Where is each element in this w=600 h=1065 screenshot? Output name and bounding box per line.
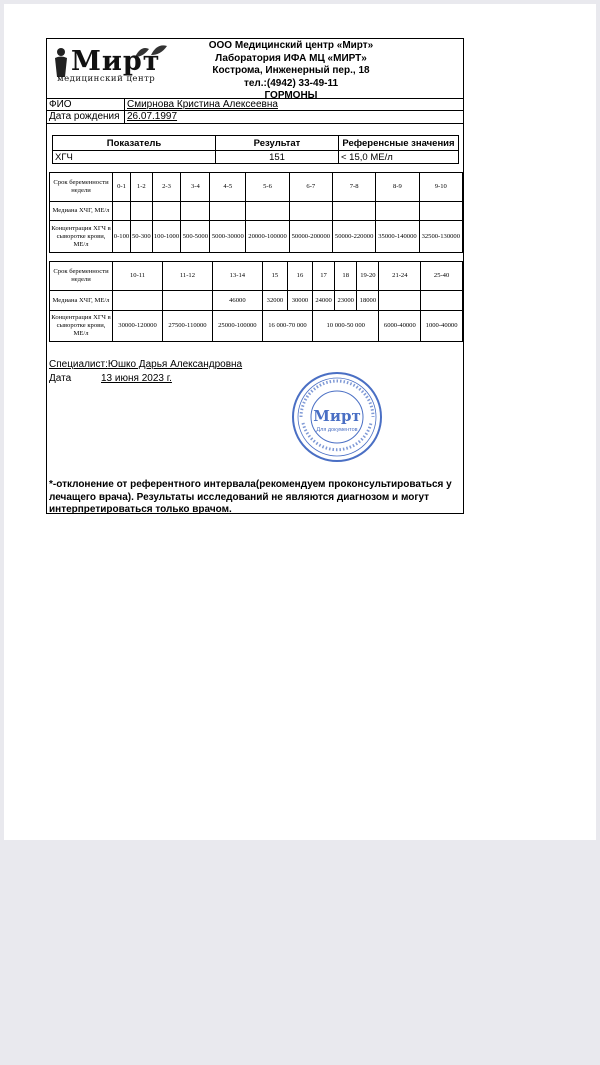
row-label: Медиана ХЧГ, МЕ/л	[50, 291, 113, 311]
patient-dob: 26.07.1997	[127, 111, 178, 122]
results-table	[52, 135, 459, 164]
specialist-label: Специалист:	[49, 359, 108, 370]
median-cell	[113, 291, 163, 311]
week-cell: 5-6	[246, 173, 289, 202]
report-date: 13 июня 2023 г.	[101, 373, 172, 384]
concentration-cell: 1000-40000	[421, 311, 463, 342]
dob-label: Дата рождения	[49, 111, 120, 122]
week-cell: 18	[335, 262, 357, 291]
median-cell	[152, 202, 181, 221]
concentration-row	[50, 311, 463, 342]
lab-report	[46, 38, 464, 514]
document-sheet	[4, 4, 596, 840]
median-cell	[376, 202, 419, 221]
median-cell: 32000	[262, 291, 287, 311]
patient-name: Смирнова Кристина Алексеевна	[127, 99, 278, 110]
org-line: Лаборатория ИФА МЦ «МИРТ»	[215, 52, 367, 64]
disclaimer-note: *-отклонение от референтного интервала(рекомендуем проконсультироваться у лечащего врача). Результаты исследований не являются диагнозом и могут интерпретироваться только врачом.	[49, 479, 452, 516]
median-cell	[332, 202, 375, 221]
weeks-row	[50, 262, 463, 291]
row-label: Срок беременности недели	[50, 173, 113, 202]
stamp-subtext: Для документов	[316, 427, 358, 433]
week-cell: 7-8	[332, 173, 375, 202]
report-title: ГОРМОНЫ	[264, 90, 318, 102]
week-cell: 0-1	[113, 173, 131, 202]
concentration-cell: 35000-140000	[376, 221, 419, 253]
week-cell: 11-12	[163, 262, 213, 291]
median-cell	[419, 202, 462, 221]
median-cell	[181, 202, 210, 221]
median-row	[50, 202, 463, 221]
org-line: Кострома, Инженерный пер., 18	[212, 65, 370, 77]
median-cell: 24000	[312, 291, 334, 311]
concentration-cell: 16 000-70 000	[262, 311, 312, 342]
result-cell: 151	[216, 151, 339, 164]
median-cell: 30000	[287, 291, 312, 311]
pregnancy-table-1	[49, 172, 463, 253]
logo-subtitle: медицинский центр	[57, 74, 156, 84]
org-line: ООО Медицинский центр «Мирт»	[208, 40, 374, 51]
week-cell: 16	[287, 262, 312, 291]
concentration-cell: 27500-110000	[163, 311, 213, 342]
week-cell: 8-9	[376, 173, 419, 202]
week-cell: 19-20	[357, 262, 379, 291]
logo-name: Мирт	[71, 46, 161, 77]
row-label: Концентрация ХГЧ в сыворотке крови, МЕ/л	[50, 311, 113, 342]
row-label: Медиана ХЧГ, МЕ/л	[50, 202, 113, 221]
median-cell	[246, 202, 289, 221]
concentration-cell: 500-5000	[181, 221, 210, 253]
specialist-name: Юшко Дарья Александровна	[107, 359, 243, 370]
concentration-cell: 6000-40000	[379, 311, 421, 342]
weeks-row	[50, 173, 463, 202]
week-cell: 6-7	[289, 173, 332, 202]
concentration-cell: 25000-100000	[212, 311, 262, 342]
median-cell: 23000	[335, 291, 357, 311]
week-cell: 25-40	[421, 262, 463, 291]
clinic-stamp	[291, 371, 383, 463]
column-header: Показатель	[53, 136, 216, 151]
week-cell: 1-2	[130, 173, 152, 202]
indicator-cell: ХГЧ	[53, 151, 216, 164]
median-cell	[289, 202, 332, 221]
week-cell: 15	[262, 262, 287, 291]
org-line: тел.:(4942) 33-49-11	[243, 77, 339, 89]
median-cell	[113, 202, 131, 221]
reference-cell: < 15,0 МЕ/л	[339, 151, 459, 164]
concentration-cell: 0-100	[113, 221, 131, 253]
week-cell: 13-14	[212, 262, 262, 291]
organization-info	[169, 40, 413, 103]
median-cell	[379, 291, 421, 311]
median-cell: 18000	[357, 291, 379, 311]
table-row	[53, 151, 459, 164]
week-cell: 17	[312, 262, 334, 291]
concentration-cell: 50-300	[130, 221, 152, 253]
median-row	[50, 291, 463, 311]
pregnancy-table-2	[49, 261, 463, 342]
stamp-name: Мирт	[313, 407, 361, 425]
median-cell	[210, 202, 246, 221]
row-label: Концентрация ХГЧ в сыворотке крови, МЕ/л	[50, 221, 113, 253]
concentration-cell: 10 000-50 000	[312, 311, 379, 342]
clinic-logo	[49, 43, 173, 87]
concentration-cell: 30000-120000	[113, 311, 163, 342]
concentration-cell: 50000-220000	[332, 221, 375, 253]
column-header: Референсные значения	[339, 136, 459, 151]
median-cell	[421, 291, 463, 311]
table-header-row	[53, 136, 459, 151]
week-cell: 10-11	[113, 262, 163, 291]
week-cell: 4-5	[210, 173, 246, 202]
median-cell	[163, 291, 213, 311]
row-label: Срок беременности недели	[50, 262, 113, 291]
specialist-line	[49, 359, 242, 370]
median-cell	[130, 202, 152, 221]
week-cell: 3-4	[181, 173, 210, 202]
concentration-cell: 50000-200000	[289, 221, 332, 253]
name-label: ФИО	[49, 99, 72, 110]
divider	[47, 123, 463, 124]
report-header	[47, 39, 463, 102]
week-cell: 2-3	[152, 173, 181, 202]
week-cell: 9-10	[419, 173, 462, 202]
median-cell: 46000	[212, 291, 262, 311]
concentration-row	[50, 221, 463, 253]
date-label: Дата	[49, 373, 72, 384]
concentration-cell: 5000-30000	[210, 221, 246, 253]
concentration-cell: 20000-100000	[246, 221, 289, 253]
concentration-cell: 32500-130000	[419, 221, 462, 253]
column-header: Результат	[216, 136, 339, 151]
concentration-cell: 100-1000	[152, 221, 181, 253]
week-cell: 21-24	[379, 262, 421, 291]
